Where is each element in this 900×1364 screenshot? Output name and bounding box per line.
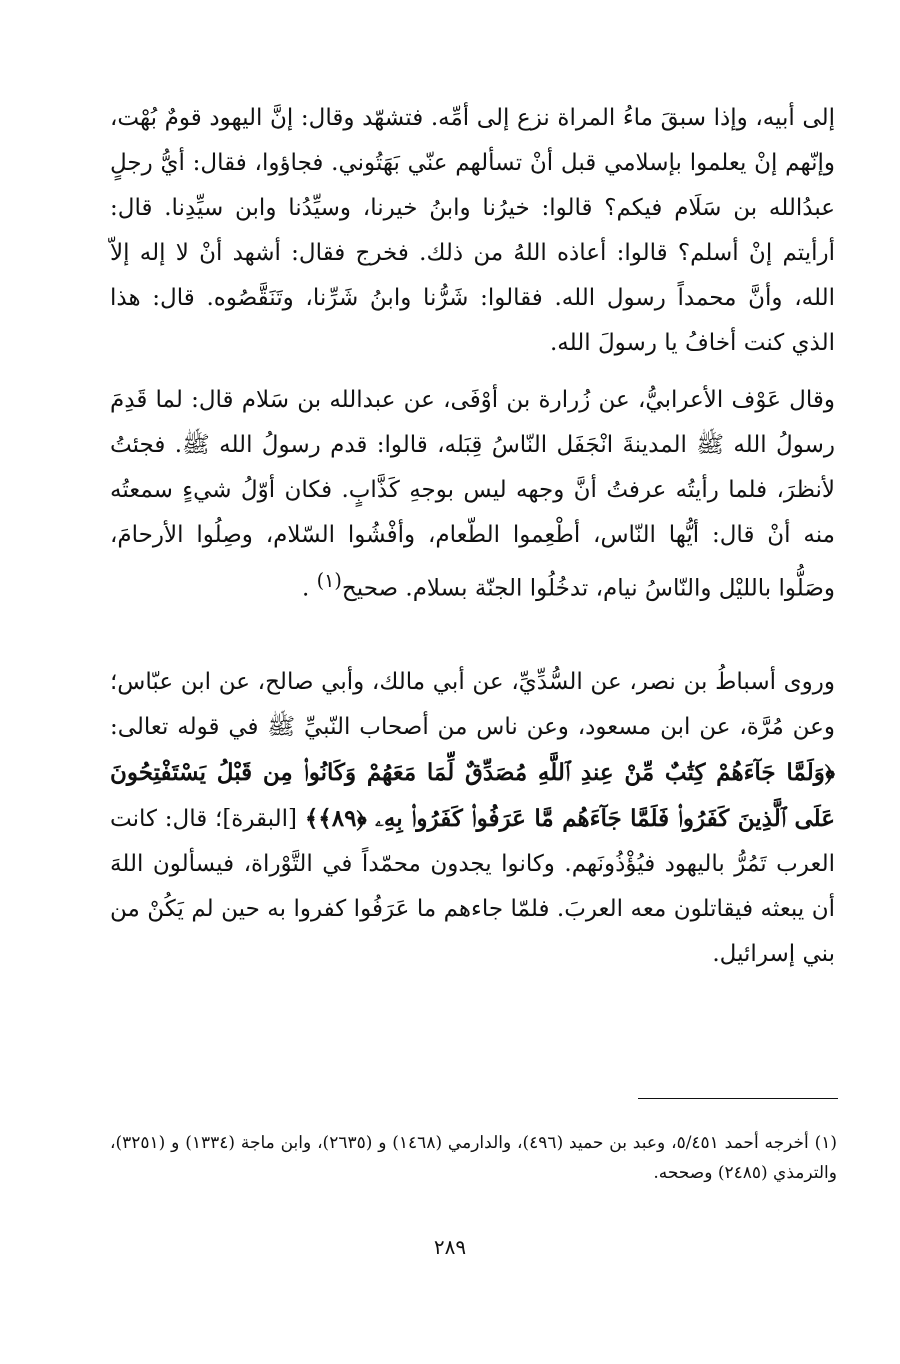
body-paragraph-3 <box>110 660 835 977</box>
narration-text: وروى أسباطُ بن نصر، عن السُّدِّيِّ، عن أبي مالك، وأبي صالح، عن ابن عبّاس؛ وعن مُرَّة، عن ابن مسعود، وعن ناس من أصحاب النّبيِّ ﷺ في قوله تعالى: <box>110 669 835 740</box>
page-number: ٢٨٩ <box>433 1235 467 1259</box>
hadith-text: وقال عَوْف الأعرابيُّ، عن زُرارة بن أوْفَى، عن عبدالله بن سَلام قال: لما قَدِمَ رسولُ الله ﷺ المدينةَ انْجَفَل النّاسُ قِبَله، قالوا: قدم رسولُ الله ﷺ. فجئتُ لأنظرَ، فلما رأيتُه عرفتُ أنَّ وجهه ليس بوجهِ كَذَّابٍ. فكان أوّلُ شيءٍ سمعتُه منه أنْ قال: أيُّها النّاس، أطْعِموا الطّعام، وأفْشُوا السّلام، وصِلُوا الأرحامَ، وصَلُّوا بالليْل والنّاسُ نيام، تدخُلُوا الجنّة بسلام. صحيح <box>110 387 835 602</box>
quran-verse: ﴿وَلَمَّا جَآءَهُمْ كِتَٰبٌ مِّنْ عِندِ ٱللَّهِ مُصَدِّقٌ لِّمَا مَعَهُمْ وَكَانُوا۟ مِن قَبْلُ يَسْتَفْتِحُونَ عَلَى ٱلَّذِينَ كَفَرُوا۟ فَلَمَّا جَآءَهُم مَّا عَرَفُوا۟ كَفَرُوا۟ بِهِۦ ﴿٨٩﴾﴾ <box>110 759 836 832</box>
footnote-text: (١) أخرجه أحمد ٥/٤٥١، وعبد بن حميد (٤٩٦)، والدارمي (١٤٦٨) و (٢٦٣٥)، وابن ماجة (١٣٣٤) و (٣٢٥١)، والترمذي (٢٤٨٥) وصححه. <box>110 1133 838 1183</box>
commentary-text: [البقرة]؛ قال: كانت العرب تَمُرُّ باليهود فيُؤْذُونَهم. وكانوا يجدون محمّداً في التَّوْراة، فيسألون اللهَ أن يبعثه فيقاتلون معه العربَ. فلمّا جاءهم ما عَرَفُوا كفروا به حين لم يَكُنْ من بني إسرائيل. <box>110 806 835 967</box>
paragraph-text <box>110 660 835 977</box>
body-paragraph-2 <box>110 378 835 612</box>
footnote-reference: (١) <box>316 569 342 592</box>
paragraph-text <box>110 378 835 612</box>
footnote-divider <box>638 1098 838 1099</box>
sentence-end: . <box>302 575 310 602</box>
footnote <box>110 1128 837 1188</box>
paragraph-text: إلى أبيه، وإذا سبقَ ماءُ المراة نزع إلى أمِّه. فتشهّد وقال: إنَّ اليهود قومٌ بُهْت، وإنّهم إنْ يعلموا بإسلامي قبل أنْ تسألهم عنّي بَهَتُوني. فجاؤوا، فقال: أيُّ رجلٍ عبدُالله بن سَلَام فيكم؟ قالوا: خيرُنا وابنُ خيرنا، وسيِّدُنا وابن سيِّدِنا. قال: أرأيتم إنْ أسلم؟ قالوا: أعاذه اللهُ من ذلك. فخرج فقال: أشهد أنْ لا إله إلاّ الله، وأنَّ محمداً رسول الله. فقالوا: شَرُّنا وابنُ شَرِّنا، وتَنَقَّصُوه. قال: هذا الذي كنت أخافُ يا رسولَ الله. <box>110 105 835 356</box>
body-paragraph-1 <box>110 96 835 366</box>
